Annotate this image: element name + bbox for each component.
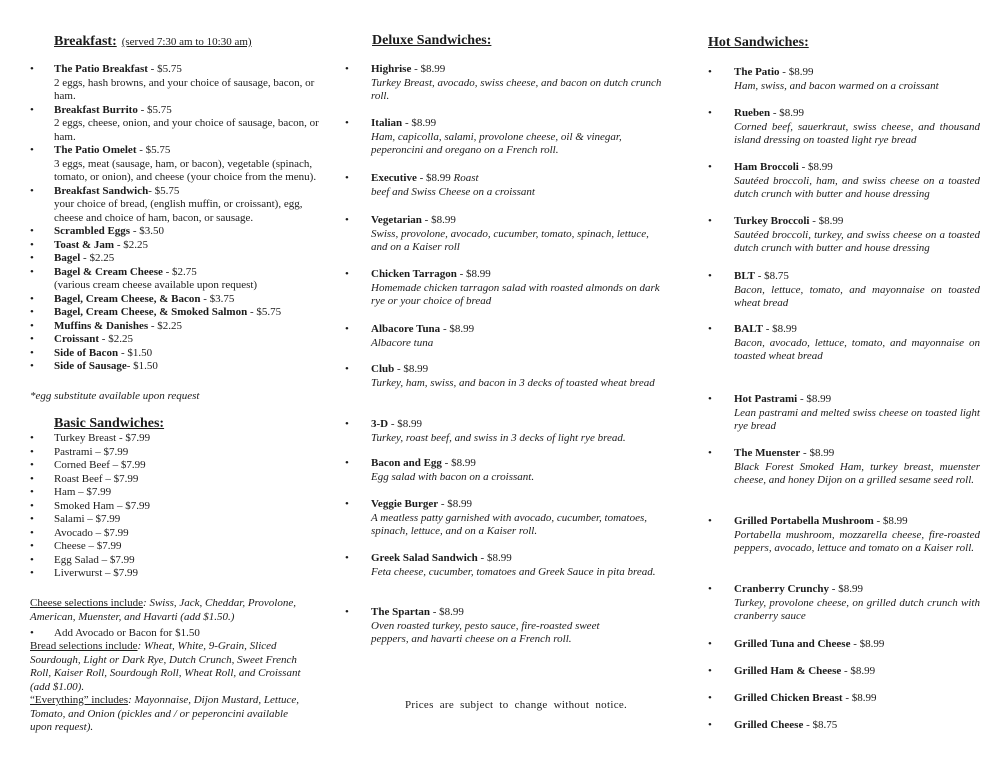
list-item: • Cranberry Crunchy - $8.99 Turkey, provolone cheese, on grilled dutch crunch with cranberry sauce [708, 583, 980, 624]
list-item: • Cheese – $7.99 [30, 540, 330, 554]
list-item: • Roast Beef – $7.99 [30, 473, 330, 487]
list-item: • Executive - $8.99 Roast beef and Swiss Cheese on a croissant [345, 172, 665, 199]
list-item: • Liverwurst – $7.99 [30, 567, 330, 581]
cheese-selections: Cheese selections include: Swiss, Jack, Cheddar, Provolone, American, Muenster, and Havarti (add $1.50.) [30, 597, 296, 623]
list-item: • Breakfast Burrito - $5.75 2 eggs, cheese, onion, and your choice of sausage, bacon, or ham. [30, 104, 330, 145]
list-item: • Veggie Burger - $8.99 A meatless patty garnished with avocado, cucumber, tomatoes, spinach, lettuce, and on a Kaiser roll. [345, 498, 665, 539]
list-item: • Turkey Breast - $7.99 [30, 432, 330, 446]
list-item: • Smoked Ham – $7.99 [30, 500, 330, 514]
breakfast-list [30, 63, 330, 374]
list-item: • The Muenster - $8.99 Black Forest Smoked Ham, turkey breast, muenster cheese, and honey Dijon on a grilled sesame seed roll. [708, 447, 980, 488]
list-item: • Grilled Cheese - $8.75 [708, 719, 980, 733]
list-item: • BALT - $8.99 Bacon, avocado, lettuce, tomato, and mayonnaise on toasted wheat bread [708, 323, 980, 364]
list-item: • Bagel, Cream Cheese, & Bacon - $3.75 [30, 293, 330, 307]
add-ons-list [30, 627, 320, 641]
list-item: • Greek Salad Sandwich - $8.99 Feta cheese, cucumber, tomatoes and Greek Sauce in pita bread. [345, 552, 665, 579]
list-item: • Albacore Tuna - $8.99 Albacore tuna [345, 323, 665, 350]
list-item: • 3-D - $8.99 Turkey, roast beef, and swiss in 3 decks of light rye bread. [345, 418, 665, 445]
list-item: • Muffins & Danishes - $2.25 [30, 320, 330, 334]
list-item: • Scrambled Eggs - $3.50 [30, 225, 330, 239]
basic-sandwiches-list [30, 432, 330, 581]
list-item: • BLT - $8.75 Bacon, lettuce, tomato, and mayonnaise on toasted wheat bread [708, 270, 980, 311]
list-item: • The Patio Breakfast - $5.75 2 eggs, hash browns, and your choice of sausage, bacon, or ham. [30, 63, 330, 104]
list-item: • Add Avocado or Bacon for $1.50 [30, 627, 320, 641]
list-item: • Grilled Chicken Breast - $8.99 [708, 692, 980, 706]
list-item: • Vegetarian - $8.99 Swiss, provolone, avocado, cucumber, tomato, spinach, lettuce, and on a Kaiser roll [345, 214, 665, 255]
hot-sandwiches-heading: Hot Sandwiches: [708, 35, 809, 50]
list-item: • Hot Pastrami - $8.99 Lean pastrami and melted swiss cheese on toasted light rye bread [708, 393, 980, 434]
list-item: • Croissant - $2.25 [30, 333, 330, 347]
list-item: • Breakfast Sandwich- $5.75 your choice of bread, (english muffin, or croissant), egg, cheese and choice of ham, bacon, or sausage. [30, 185, 330, 226]
list-item: • Ham – $7.99 [30, 486, 330, 500]
list-item: • Avocado – $7.99 [30, 527, 330, 541]
list-item: • Salami – $7.99 [30, 513, 330, 527]
deluxe-heading: Deluxe Sandwiches: [372, 33, 492, 48]
list-item: • Corned Beef – $7.99 [30, 459, 330, 473]
list-item: • Bagel & Cream Cheese - $2.75 (various cream cheese available upon request) [30, 266, 330, 293]
bread-selections: Bread selections include: Wheat, White, 9-Grain, Sliced Sourdough, Light or Dark Rye, Dutch Crunch, Sweet French Roll, Kaiser Roll, Sourdough Roll, Wheat Roll, and Croissant (add $1.00). [30, 640, 301, 693]
list-item: • Highrise - $8.99 Turkey Breast, avocado, swiss cheese, and bacon on dutch crunch roll. [345, 63, 665, 104]
list-item: • Club - $8.99 Turkey, ham, swiss, and bacon in 3 decks of toasted wheat bread [345, 363, 665, 390]
list-item: • Grilled Portabella Mushroom - $8.99 Portabella mushroom, mozzarella cheese, fire-roasted peppers, avocado, lettuce and tomato on a Kaiser roll. [708, 515, 980, 556]
list-item: • Italian - $8.99 Ham, capicolla, salami, provolone cheese, oil & vinegar, peperoncini and oregano on a French roll. [345, 117, 665, 158]
prices-notice: Prices are subject to change without notice. [405, 699, 628, 711]
list-item: • Grilled Tuna and Cheese - $8.99 [708, 638, 980, 652]
list-item: • Rueben - $8.99 Corned beef, sauerkraut, swiss cheese, and thousand island dressing on toasted light rye bread [708, 107, 980, 148]
breakfast-hours: (served 7:30 am to 10:30 am) [121, 36, 252, 48]
list-item: • Pastrami – $7.99 [30, 446, 330, 460]
list-item: • Side of Sausage- $1.50 [30, 360, 330, 374]
list-item: • The Patio Omelet - $5.75 3 eggs, meat (sausage, ham, or bacon), vegetable (spinach, tomato, or onion), and cheese (your choice from the menu). [30, 144, 330, 185]
list-item: • The Spartan - $8.99 Oven roasted turkey, pesto sauce, fire-roasted sweet peppers, and havarti cheese on a French roll. [345, 606, 625, 647]
list-item: • Side of Bacon - $1.50 [30, 347, 330, 361]
list-item: • Egg Salad – $7.99 [30, 554, 330, 568]
list-item: • Bagel, Cream Cheese, & Smoked Salmon - $5.75 [30, 306, 330, 320]
breakfast-title: Breakfast: [54, 34, 117, 49]
breakfast-heading [54, 34, 252, 50]
list-item: • Turkey Broccoli - $8.99 Sautéed broccoli, turkey, and swiss cheese on a toasted dutch crunch with butter and house dressing [708, 215, 980, 256]
list-item: • Grilled Ham & Cheese - $8.99 [708, 665, 980, 679]
egg-substitute-note: *egg substitute available upon request [30, 390, 200, 402]
basic-sandwiches-heading: Basic Sandwiches: [54, 416, 165, 431]
list-item: • Toast & Jam - $2.25 [30, 239, 330, 253]
everything-includes: “Everything” includes: Mayonnaise, Dijon Mustard, Lettuce, Tomato, and Onion (pickles and / or peperoncini available upon request). [30, 694, 300, 733]
list-item: • Bagel - $2.25 [30, 252, 330, 266]
list-item: • The Patio - $8.99 Ham, swiss, and bacon warmed on a croissant [708, 66, 980, 93]
list-item: • Ham Broccoli - $8.99 Sautéed broccoli, ham, and swiss cheese on a toasted dutch crunch with butter and house dressing [708, 161, 980, 202]
list-item: • Bacon and Egg - $8.99 Egg salad with bacon on a croissant. [345, 457, 665, 484]
list-item: • Chicken Tarragon - $8.99 Homemade chicken tarragon salad with roasted almonds on dark rye or your choice of bread [345, 268, 665, 309]
